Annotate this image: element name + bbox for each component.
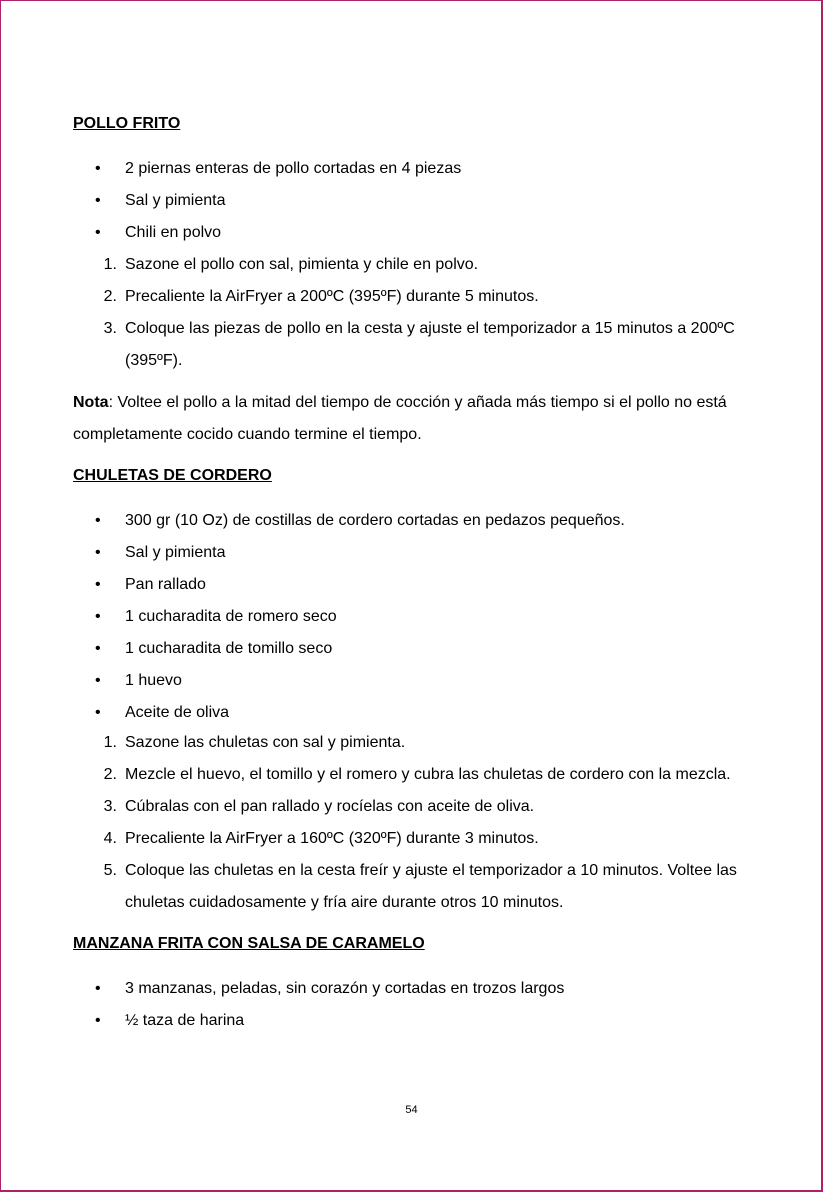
list-item: • Pan rallado [73, 569, 763, 601]
bullet-marker: • [95, 160, 101, 177]
ingredient-list [73, 973, 763, 1037]
ingredient-list [73, 505, 763, 729]
list-item: • 1 huevo [73, 665, 763, 697]
list-item: 1. Sazone el pollo con sal, pimienta y chile en polvo. [73, 249, 763, 281]
bullet-marker: • [95, 672, 101, 689]
recipe-chuletas-de-cordero [73, 465, 763, 919]
list-item: • 1 cucharadita de romero seco [73, 601, 763, 633]
section-title: CHULETAS DE CORDERO [73, 467, 272, 484]
bullet-marker: • [95, 544, 101, 561]
list-item: • 2 piernas enteras de pollo cortadas en 4 piezas [73, 153, 763, 185]
list-item: • 3 manzanas, peladas, sin corazón y cortadas en trozos largos [73, 973, 763, 1005]
list-item: • Sal y pimienta [73, 537, 763, 569]
bullet-marker: • [95, 192, 101, 209]
step-list [73, 249, 763, 377]
bullet-marker: • [95, 980, 101, 997]
list-item: • ½ taza de harina [73, 1005, 763, 1037]
recipe-pollo-frito [73, 113, 763, 451]
step-number: 5. [103, 862, 117, 879]
list-item: 2. Mezcle el huevo, el tomillo y el romero y cubra las chuletas de cordero con la mezcla. [73, 759, 785, 791]
bullet-marker: • [95, 704, 101, 721]
step-number: 2. [103, 766, 117, 783]
bullet-marker: • [95, 1012, 101, 1029]
list-item: 4. Precaliente la AirFryer a 160ºC (320ºF) durante 3 minutos. [73, 823, 763, 855]
list-item: • 300 gr (10 Oz) de costillas de cordero cortadas en pedazos pequeños. [73, 505, 763, 537]
list-item: • 1 cucharadita de tomillo seco [73, 633, 763, 665]
step-number: 1. [103, 734, 117, 751]
bullet-marker: • [95, 224, 101, 241]
list-item: 3. Coloque las piezas de pollo en la cesta y ajuste el temporizador a 15 minutos a 200ºC (395ºF). [73, 313, 765, 377]
list-item: 3. Cúbralas con el pan rallado y rocíelas con aceite de oliva. [73, 791, 763, 823]
step-number: 3. [103, 320, 117, 337]
bullet-marker: • [95, 576, 101, 593]
recipe-note [73, 387, 753, 451]
step-number: 4. [103, 830, 117, 847]
step-list [73, 727, 763, 919]
list-item: • Aceite de oliva [73, 697, 763, 729]
step-number: 1. [103, 256, 117, 273]
note-label: Nota [73, 394, 109, 411]
section-title: POLLO FRITO [73, 115, 181, 132]
list-item: 1. Sazone las chuletas con sal y pimienta. [73, 727, 763, 759]
list-item: 2. Precaliente la AirFryer a 200ºC (395ºF) durante 5 minutos. [73, 281, 763, 313]
list-item: • Chili en polvo [73, 217, 763, 249]
ingredient-list [73, 153, 763, 249]
section-title: MANZANA FRITA CON SALSA DE CARAMELO [73, 935, 425, 952]
page-number: 54 [405, 1104, 418, 1116]
bullet-marker: • [95, 640, 101, 657]
bullet-marker: • [95, 512, 101, 529]
bullet-marker: • [95, 608, 101, 625]
document-body [73, 113, 763, 1037]
step-number: 2. [103, 288, 117, 305]
step-number: 3. [103, 798, 117, 815]
list-item: 5. Coloque las chuletas en la cesta freír y ajuste el temporizador a 10 minutos. Voltee las chuletas cuidadosamente y fría aire durante otros 10 minutos. [73, 855, 765, 919]
note-text: : Voltee el pollo a la mitad del tiempo de cocción y añada más tiempo si el pollo no está completamente cocido cuando termine el tiempo. [73, 394, 727, 443]
recipe-manzana-frita [73, 933, 763, 1037]
list-item: • Sal y pimienta [73, 185, 763, 217]
